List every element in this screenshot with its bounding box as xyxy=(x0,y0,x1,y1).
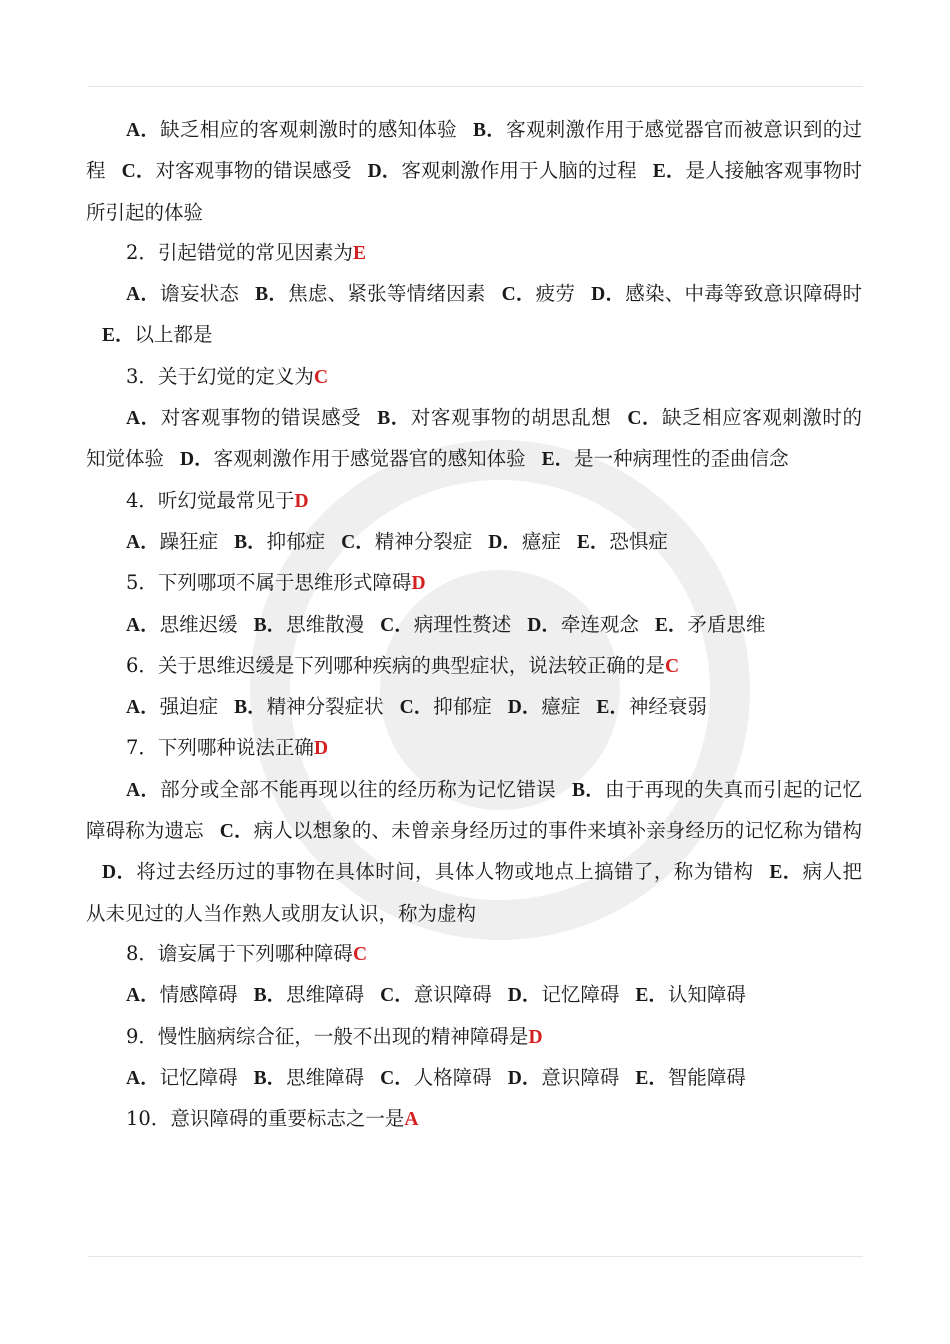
option-label: D． xyxy=(488,531,522,553)
question-text: 意识障碍的重要标志之一是 xyxy=(170,1107,405,1131)
answer-key: A xyxy=(404,1109,419,1131)
option-label: D． xyxy=(102,862,137,884)
option-text: 谵妄状态 xyxy=(160,282,240,306)
option-text: 由于再现的失真而引起的记忆障碍称为遗忘 xyxy=(86,777,862,843)
option-text: 癔症 xyxy=(521,529,561,553)
option-text: 病理性赘述 xyxy=(413,612,512,636)
question-text: 下列哪种说法正确 xyxy=(157,736,314,760)
option-text: 意识障碍 xyxy=(413,983,492,1007)
option-text: 对客观事物的错误感受 xyxy=(155,159,352,183)
option-label: E． xyxy=(769,862,803,884)
option-label: B． xyxy=(255,284,289,306)
option-text: 对客观事物的胡思乱想 xyxy=(410,406,612,430)
question-stem xyxy=(86,233,862,274)
question-number: 6． xyxy=(126,653,158,677)
option-label: E． xyxy=(635,985,668,1007)
option-label: A． xyxy=(126,284,161,306)
option-label: B． xyxy=(571,779,606,801)
footer-rule xyxy=(88,1256,863,1257)
question-number: 4． xyxy=(126,488,158,512)
option-label: E． xyxy=(576,531,610,553)
option-list xyxy=(86,1058,862,1099)
question-number: 8． xyxy=(126,941,158,965)
option-list xyxy=(86,398,862,481)
option-list xyxy=(86,605,862,646)
option-label: E． xyxy=(654,614,688,636)
option-text: 抑郁症 xyxy=(433,695,492,719)
question-number: 5． xyxy=(126,571,158,595)
option-label: B． xyxy=(253,614,287,636)
option-text: 以上都是 xyxy=(134,323,213,347)
option-label: A． xyxy=(126,614,160,636)
option-text: 认知障碍 xyxy=(667,983,746,1007)
option-text: 记忆障碍 xyxy=(159,1065,238,1089)
option-text: 强迫症 xyxy=(159,695,219,719)
option-text: 躁狂症 xyxy=(159,529,219,553)
option-text: 疲劳 xyxy=(535,282,576,306)
option-label: B． xyxy=(234,697,267,719)
option-text: 矛盾思维 xyxy=(687,612,766,636)
option-label: D． xyxy=(591,284,626,306)
option-label: A． xyxy=(126,408,161,430)
option-text: 精神分裂症 xyxy=(374,529,473,553)
question-text: 下列哪项不属于思维形式障碍 xyxy=(157,571,412,595)
option-label: A． xyxy=(126,1067,160,1089)
option-list xyxy=(86,274,862,357)
option-text: 情感障碍 xyxy=(159,983,238,1007)
option-label: E． xyxy=(102,325,135,347)
question-text: 引起错觉的常见因素为 xyxy=(157,240,353,264)
question-text: 慢性脑病综合征，一般不出现的精神障碍是 xyxy=(157,1024,529,1048)
option-text: 抑郁症 xyxy=(266,529,326,553)
question-stem xyxy=(86,646,862,687)
option-label: C． xyxy=(380,614,414,636)
question-number: 2． xyxy=(126,240,158,264)
option-text: 思维障碍 xyxy=(286,1065,365,1089)
answer-key: C xyxy=(313,366,329,388)
question-stem xyxy=(86,1099,862,1140)
option-text: 病人以想象的、未曾亲身经历过的事件来填补亲身经历的记忆称为错构 xyxy=(253,819,862,843)
option-list xyxy=(86,770,862,934)
option-label: C． xyxy=(341,531,375,553)
question-text: 听幻觉最常见于 xyxy=(157,488,295,512)
answer-key: C xyxy=(664,655,680,677)
question-number: 3． xyxy=(126,364,158,388)
question-stem xyxy=(86,563,862,604)
option-text: 精神分裂症状 xyxy=(266,695,384,719)
answer-key: E xyxy=(352,242,366,264)
option-text: 癔症 xyxy=(541,695,581,719)
option-label: B． xyxy=(253,985,287,1007)
option-text: 缺乏相应的客观刺激时的感知体验 xyxy=(160,118,457,141)
option-text: 将过去经历过的事物在具体时间，具体人物或地点上搞错了，称为错构 xyxy=(136,860,754,884)
option-label: D． xyxy=(507,985,542,1007)
header-rule xyxy=(88,86,863,87)
option-text: 恐惧症 xyxy=(609,529,668,553)
option-text: 焦虑、紧张等情绪因素 xyxy=(288,282,486,306)
option-label: A． xyxy=(126,985,160,1007)
answer-key: D xyxy=(411,573,426,595)
question-text: 谵妄属于下列哪种障碍 xyxy=(157,941,353,965)
option-text: 部分或全部不能再现以往的经历称为记忆错误 xyxy=(160,777,556,801)
question-text: 关于幻觉的定义为 xyxy=(157,364,314,388)
option-label: C． xyxy=(501,284,536,306)
option-text: 是人接触客观事物时所引起的体验 xyxy=(86,159,862,224)
option-label: C． xyxy=(627,408,663,430)
option-label: C． xyxy=(399,697,434,719)
option-label: C． xyxy=(380,1067,414,1089)
option-text: 人格障碍 xyxy=(413,1065,492,1089)
option-text: 意识障碍 xyxy=(541,1065,620,1089)
option-label: D． xyxy=(367,161,402,183)
option-label: E． xyxy=(596,697,629,719)
option-text: 对客观事物的错误感受 xyxy=(160,406,362,430)
option-text: 客观刺激作用于人脑的过程 xyxy=(401,159,637,183)
question-text: 关于思维迟缓是下列哪种疾病的典型症状，说法较正确的是 xyxy=(157,653,665,677)
option-label: B． xyxy=(473,120,507,141)
option-label: B． xyxy=(377,408,411,430)
answer-key: C xyxy=(352,943,368,965)
option-label: C． xyxy=(380,985,414,1007)
question-number: 9． xyxy=(126,1024,158,1048)
option-label: A． xyxy=(126,779,161,801)
option-label: C． xyxy=(219,821,254,843)
option-text: 智能障碍 xyxy=(667,1065,746,1089)
question-number: 7． xyxy=(126,736,158,760)
option-text: 神经衰弱 xyxy=(628,695,707,719)
option-list xyxy=(86,110,862,233)
question-number: 10． xyxy=(126,1107,171,1131)
question-stem xyxy=(86,357,862,398)
option-text: 病人把从未见过的人当作熟人或朋友认识，称为虚构 xyxy=(86,860,862,925)
option-label: E． xyxy=(652,161,686,183)
question-stem xyxy=(86,728,862,769)
option-text: 思维迟缓 xyxy=(159,612,238,636)
option-text: 客观刺激作用于感觉器官而被意识到的过程 xyxy=(86,118,862,183)
answer-key: D xyxy=(528,1026,543,1048)
question-list xyxy=(86,110,862,1140)
option-label: B． xyxy=(253,1067,287,1089)
option-text: 感染、中毒等致意识障碍时 xyxy=(625,282,862,306)
option-label: B． xyxy=(234,531,267,553)
option-label: E． xyxy=(635,1067,668,1089)
option-text: 是一种病理性的歪曲信念 xyxy=(574,447,789,471)
option-label: E． xyxy=(541,449,575,471)
option-list xyxy=(86,687,862,728)
option-text: 思维障碍 xyxy=(286,983,365,1007)
question-stem xyxy=(86,481,862,522)
option-label: D． xyxy=(180,449,214,471)
option-label: D． xyxy=(507,697,542,719)
option-label: A． xyxy=(126,697,160,719)
answer-key: D xyxy=(294,490,309,512)
option-text: 客观刺激作用于感觉器官的感知体验 xyxy=(213,447,526,471)
option-label: C． xyxy=(121,161,156,183)
option-label: A． xyxy=(126,531,160,553)
question-stem xyxy=(86,934,862,975)
option-label: D． xyxy=(507,1067,542,1089)
question-stem xyxy=(86,1017,862,1058)
option-text: 缺乏相应客观刺激时的知觉体验 xyxy=(86,406,862,471)
answer-key: D xyxy=(313,738,329,760)
option-text: 牵连观念 xyxy=(560,612,639,636)
option-label: D． xyxy=(527,614,561,636)
option-list xyxy=(86,975,862,1016)
option-text: 思维散漫 xyxy=(286,612,365,636)
option-text: 记忆障碍 xyxy=(541,983,620,1007)
option-label: A． xyxy=(126,120,161,141)
option-list xyxy=(86,522,862,563)
